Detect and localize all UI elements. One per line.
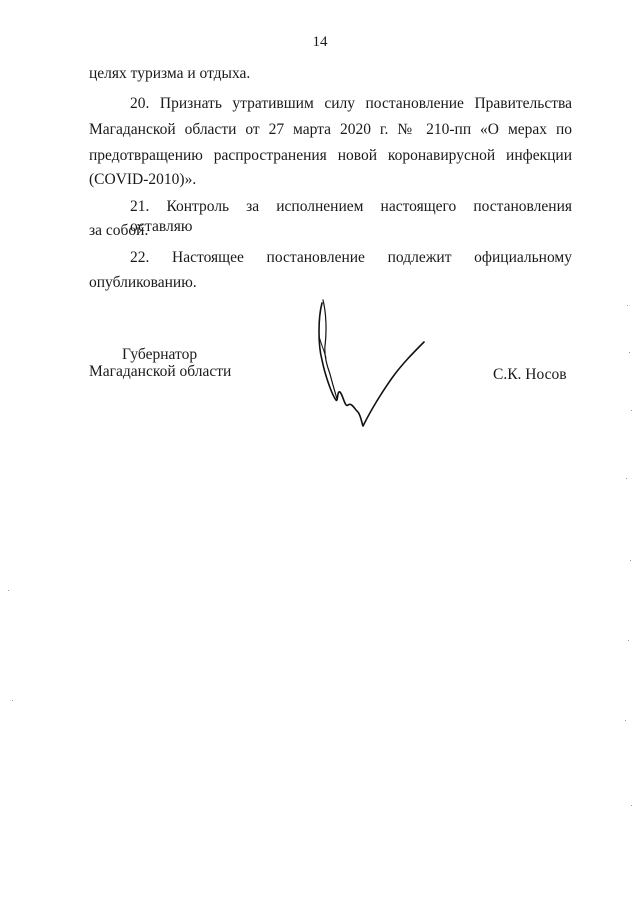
scan-speck [629,352,630,353]
paragraph-21-line-2: за собой. [89,222,149,239]
paragraph-20-line-2: Магаданской области от 27 марта 2020 г. № 210-пп «О мерах по [89,121,572,138]
page-number: 14 [312,34,328,50]
paragraph-continuation: целях туризма и отдыха. [89,65,251,82]
paragraph-22-line-2: опубликованию. [89,274,197,291]
paragraph-22-line-1: 22. Настоящее постановление подлежит официальному [130,249,572,266]
scan-speck [625,720,626,721]
handwritten-signature [300,290,440,440]
scan-speck [8,590,9,591]
signatory-position-line-2: Магаданской области [89,363,232,380]
scan-speck [627,305,628,306]
paragraph-20-line-3: предотвращению распространения новой коронавирусной инфекции [89,147,572,164]
signatory-name: С.К. Носов [493,366,567,383]
paragraph-21-line-1: 21. Контроль за исполнением настоящего постановления оставляю [130,198,572,235]
scan-speck [630,560,631,561]
paragraph-20-line-1: 20. Признать утратившим силу постановление Правительства [130,95,572,112]
scan-speck [628,640,629,641]
scan-speck [626,478,627,479]
signatory-position-line-1: Губернатор [122,346,198,363]
paragraph-20-line-4: (COVID-2010)». [89,171,197,188]
scan-speck [631,805,632,806]
scan-speck [631,410,632,411]
scan-speck [12,700,13,701]
